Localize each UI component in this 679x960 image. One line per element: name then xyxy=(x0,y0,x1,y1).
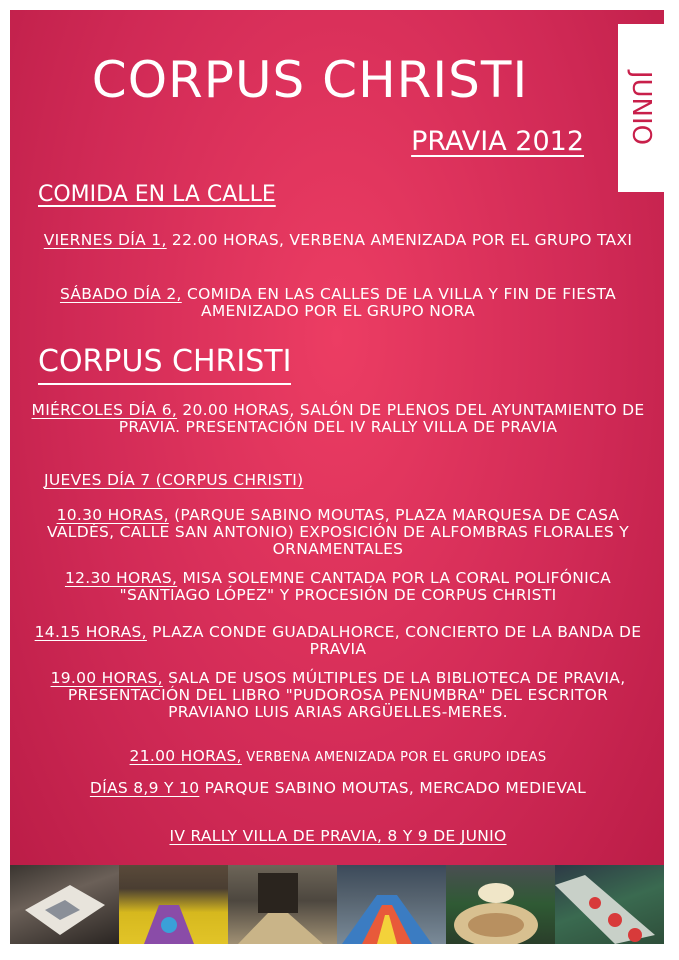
section-heading-comida: COMIDA EN LA CALLE xyxy=(38,182,276,207)
event-2100 xyxy=(30,748,646,766)
event-viernes xyxy=(30,232,646,249)
event-dias-text: PARQUE SABINO MOUTAS, MERCADO MEDIEVAL xyxy=(199,779,587,797)
event-1230-label: 12.30 HORAS, xyxy=(64,569,178,587)
event-2100-label: 21.00 HORAS, xyxy=(129,747,242,765)
event-rally xyxy=(30,828,646,845)
section-heading-corpus: CORPUS CHRISTI xyxy=(38,344,291,385)
month-label: JUNIO xyxy=(626,70,656,146)
month-banner xyxy=(618,24,664,192)
photo-cathedral-door xyxy=(228,865,337,944)
event-1900-text: SALA DE USOS MÚLTIPLES DE LA BIBLIOTECA DE PRAVIA, PRESENTACIÓN DEL LIBRO "PUDOROSA PENUMBRA" DEL ESCRITOR PRAVIANO LUIS ARIAS ARGÜELLES-MERES. xyxy=(67,669,626,721)
event-2100-text: VERBENA AMENIZADA POR EL GRUPO IDEAS xyxy=(241,750,547,765)
photo-carpet-house xyxy=(10,865,119,944)
jueves-label: JUEVES DÍA 7 (CORPUS CHRISTI) xyxy=(44,471,304,489)
photo-carpet-yellow xyxy=(119,865,228,944)
event-rally-label: IV RALLY VILLA DE PRAVIA, 8 Y 9 DE JUNIO xyxy=(169,827,507,845)
event-1230-text: MISA SOLEMNE CANTADA POR LA CORAL POLIFÓNICA "SANTIAGO LÓPEZ" Y PROCESIÓN DE CORPUS CHRISTI xyxy=(119,569,612,604)
photo-carpet-red xyxy=(555,865,664,944)
event-1900 xyxy=(30,670,646,721)
poster xyxy=(10,10,664,944)
event-miercoles-label: MIÉRCOLES DÍA 6, xyxy=(31,401,178,419)
event-viernes-text: 22.00 HORAS, VERBENA AMENIZADA POR EL GRUPO TAXI xyxy=(166,231,633,249)
photo-carpet-street xyxy=(337,865,446,944)
photo-carpet-flower xyxy=(446,865,555,944)
event-1415 xyxy=(30,624,646,658)
poster-subtitle: PRAVIA 2012 xyxy=(411,126,584,157)
event-dias-label: DÍAS 8,9 Y 10 xyxy=(89,779,200,797)
poster-title: CORPUS CHRISTI xyxy=(91,51,529,109)
event-sabado xyxy=(30,286,646,320)
event-miercoles xyxy=(30,402,646,436)
event-dias xyxy=(30,780,646,797)
event-1415-text: PLAZA CONDE GUADALHORCE, CONCIERTO DE LA BANDA DE PRAVIA xyxy=(146,623,642,658)
event-viernes-label: VIERNES DÍA 1, xyxy=(43,231,167,249)
event-1230 xyxy=(30,570,646,604)
event-1030-text: (PARQUE SABINO MOUTAS, PLAZA MARQUESA DE CASA VALDÉS, CALLE SAN ANTONIO) EXPOSICIÓN DE ALFOMBRAS FLORALES Y ORNAMENTALES xyxy=(46,506,630,558)
event-sabado-label: SÁBADO DÍA 2, xyxy=(59,285,182,303)
event-sabado-text: COMIDA EN LAS CALLES DE LA VILLA Y FIN DE FIESTA AMENIZADO POR EL GRUPO NORA xyxy=(181,285,617,320)
event-1030 xyxy=(30,507,646,558)
photo-strip xyxy=(10,865,664,944)
event-1030-label: 10.30 HORAS, xyxy=(56,506,169,524)
event-1415-label: 14.15 HORAS, xyxy=(34,623,147,641)
jueves-heading xyxy=(44,472,303,489)
event-miercoles-text: 20.00 HORAS, SALÓN DE PLENOS DEL AYUNTAMIENTO DE PRAVIA. PRESENTACIÓN DEL IV RALLY VILLA DE PRAVIA xyxy=(118,401,645,436)
event-1900-label: 19.00 HORAS, xyxy=(50,669,163,687)
